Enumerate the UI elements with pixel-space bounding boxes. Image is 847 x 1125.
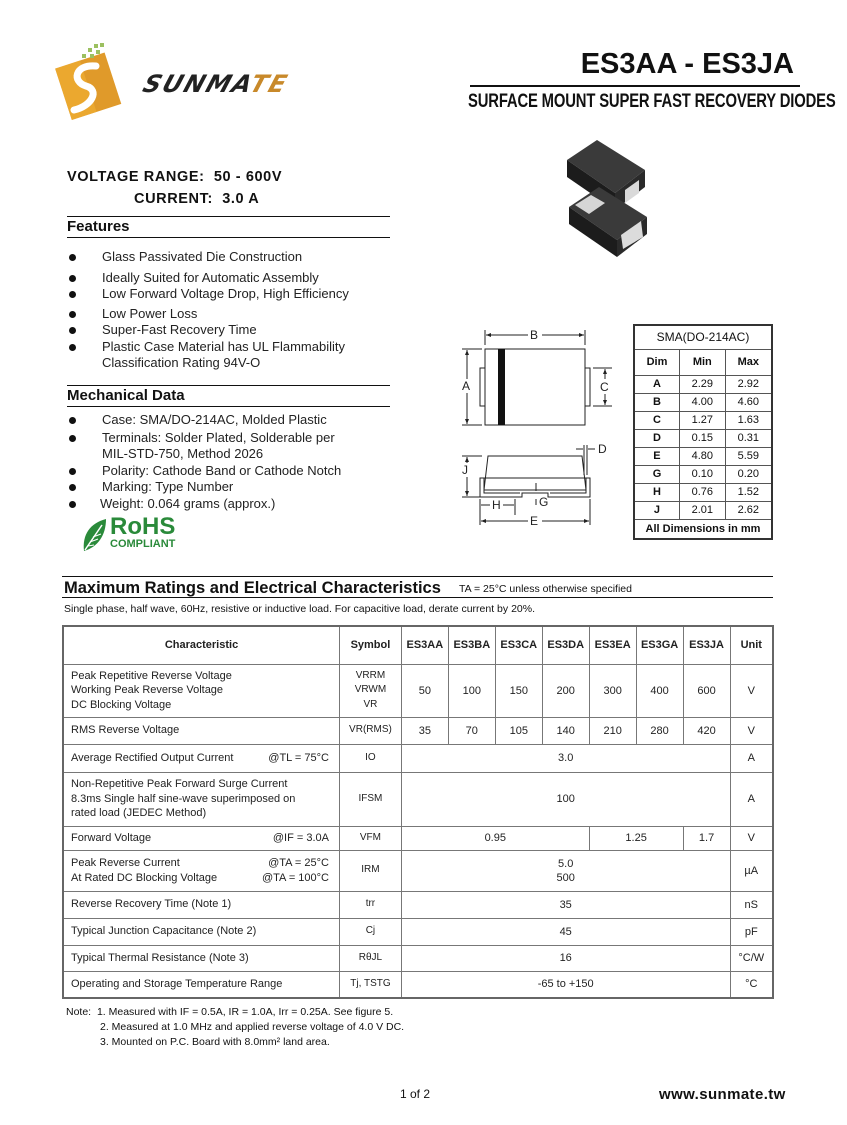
note-item: 2. Measured at 1.0 MHz and applied reverse voltage of 4.0 V DC.: [100, 1021, 405, 1033]
mechanical-item: Polarity: Cathode Band or Cathode Notch: [67, 463, 397, 480]
table-row: RMS Reverse Voltage VR(RMS) 35 70 105 140 210 280 420 V: [63, 717, 773, 744]
dimension-row: D 0.15 0.31: [634, 429, 772, 447]
rohs-badge: [80, 515, 190, 553]
ratings-heading: Maximum Ratings and Electrical Characteristics: [64, 579, 441, 597]
dimension-row: B 4.00 4.60: [634, 393, 772, 411]
website-link[interactable]: www.sunmate.tw: [659, 1086, 786, 1103]
dim-label-j: J: [462, 463, 468, 477]
features-list: [67, 249, 397, 372]
current-value: 3.0 A: [222, 191, 260, 207]
brand-logo: [52, 40, 322, 120]
ratings-divider-bottom: [62, 597, 773, 598]
ratings-table: [62, 625, 774, 999]
col-characteristic: Characteristic: [63, 626, 340, 664]
table-row: Average Rectified Output Current @TL = 75°C IO 3.0 A: [63, 744, 773, 772]
col-es3ba: ES3BA: [448, 626, 495, 664]
voltage-range: [67, 169, 282, 185]
product-subtitle: SURFACE MOUNT SUPER FAST RECOVERY DIODES: [468, 91, 836, 112]
col-es3aa: ES3AA: [401, 626, 448, 664]
dimension-row: E 4.80 5.59: [634, 447, 772, 465]
part-range-title: ES3AA - ES3JA: [580, 48, 794, 80]
mechanical-item: Terminals: Solder Plated, Solderable per MIL-STD-750, Method 2026: [67, 430, 337, 463]
max-header: Max: [725, 349, 772, 375]
feature-item: Glass Passivated Die Construction: [67, 249, 397, 266]
table-row: Typical Junction Capacitance (Note 2) Cj 45 pF: [63, 918, 773, 945]
dim-label-e: E: [530, 514, 539, 528]
dim-label-d: D: [598, 442, 607, 456]
table-row: Operating and Storage Temperature Range Tj, TSTG -65 to +150 °C: [63, 971, 773, 998]
mechanical-item: Case: SMA/DO-214AC, Molded Plastic: [67, 412, 397, 429]
dimension-row: G 0.10 0.20: [634, 465, 772, 483]
min-header: Min: [679, 349, 725, 375]
feature-item: Low Power Loss: [67, 306, 397, 323]
col-es3ga: ES3GA: [636, 626, 683, 664]
feature-item: Plastic Case Material has UL Flammability Classification Rating 94V-O: [67, 339, 367, 372]
dimension-row: J 2.01 2.62: [634, 501, 772, 519]
ratings-condition: TA = 25°C unless otherwise specified: [459, 583, 632, 595]
table-row: Peak Repetitive Reverse Voltage Working Peak Reverse Voltage DC Blocking Voltage VRRM VRWM VR 50 100 150 200 300 400 600 V: [63, 664, 773, 717]
page-number: 1 of 2: [400, 1087, 431, 1101]
dimension-table: [633, 324, 773, 540]
table-row: Reverse Recovery Time (Note 1) trr 35 nS: [63, 891, 773, 918]
feature-item: Ideally Suited for Automatic Assembly: [67, 270, 397, 287]
sunmate-s-logo-icon: [52, 40, 132, 120]
mechanical-list: [67, 412, 397, 512]
package-outline-drawing: [450, 325, 630, 530]
dimension-row: H 0.76 1.52: [634, 483, 772, 501]
col-es3ea: ES3EA: [589, 626, 636, 664]
voltage-range-value: 50 - 600V: [213, 169, 283, 185]
ratings-divider-top: [62, 576, 773, 577]
rohs-title: RoHS: [110, 513, 176, 540]
voltage-range-label: VOLTAGE RANGE:: [67, 169, 205, 185]
feature-item: Super-Fast Recovery Time: [67, 322, 397, 339]
rohs-subtitle: COMPLIANT: [110, 538, 176, 550]
table-header-row: [63, 626, 773, 664]
dim-header: Dim: [634, 349, 679, 375]
notes-label: Note:: [66, 1006, 92, 1018]
table-row: Peak Reverse Current @TA = 25°C At Rated DC Blocking Voltage @TA = 100°C IRM 5.0 500 µA: [63, 850, 773, 891]
brand-wordmark: SUNMATE: [139, 70, 293, 98]
mechanical-heading: Mechanical Data: [67, 385, 390, 407]
col-symbol: Symbol: [340, 626, 402, 664]
title-divider: [470, 85, 800, 87]
ratings-load-note: Single phase, half wave, 60Hz, resistive or inductive load. For capacitive load, derate current by 20%.: [64, 603, 535, 615]
dimension-row: A 2.29 2.92: [634, 375, 772, 393]
mechanical-item: Weight: 0.064 grams (approx.): [67, 496, 397, 513]
current-rating: [134, 191, 259, 207]
leaf-icon: [80, 517, 108, 553]
diode-package-photo: [555, 135, 655, 260]
mechanical-item: Marking: Type Number: [67, 479, 397, 496]
dimension-table-footer: All Dimensions in mm: [634, 519, 772, 539]
dim-label-c: C: [600, 380, 609, 394]
features-heading: Features: [67, 216, 390, 238]
dimension-row: C 1.27 1.63: [634, 411, 772, 429]
table-row: Non-Repetitive Peak Forward Surge Current 8.3ms Single half sine-wave superimposed on rated load (JEDEC Method) IFSM 100 A: [63, 772, 773, 826]
dim-label-g: G: [539, 495, 549, 509]
note-item: 1. Measured with IF = 0.5A, IR = 1.0A, Irr = 0.25A. See figure 5.: [96, 1006, 394, 1018]
current-label: CURRENT:: [134, 191, 213, 207]
dimension-table-caption: SMA(DO-214AC): [634, 325, 772, 349]
dim-label-a: A: [462, 379, 471, 393]
dim-label-b: B: [530, 328, 539, 342]
note-item: 3. Mounted on P.C. Board with 8.0mm² land area.: [100, 1036, 330, 1048]
table-row: Typical Thermal Resistance (Note 3) RθJL 16 °C/W: [63, 945, 773, 971]
feature-item: Low Forward Voltage Drop, High Efficiency: [67, 286, 397, 303]
table-row: Forward Voltage @IF = 3.0A VFM 0.95 1.25 1.7 V: [63, 826, 773, 850]
notes: [66, 1005, 404, 1050]
col-es3da: ES3DA: [542, 626, 589, 664]
col-es3ja: ES3JA: [683, 626, 730, 664]
col-es3ca: ES3CA: [495, 626, 542, 664]
dim-label-h: H: [492, 498, 501, 512]
col-unit: Unit: [730, 626, 773, 664]
